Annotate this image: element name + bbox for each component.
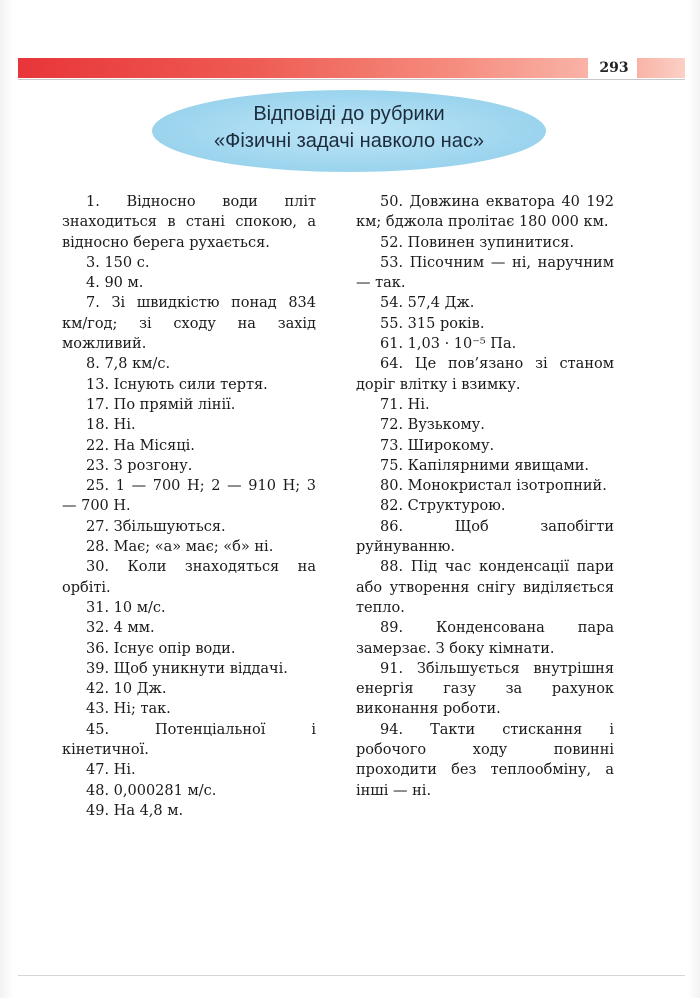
answer-item: 75. Капілярними явищами. [380, 457, 590, 474]
answer-item: 48. 0,000281 м/с. [86, 782, 217, 799]
answer-item: 22. На Місяці. [86, 437, 195, 454]
answer-item: 45. Потенціальної і кінетичної. [62, 721, 316, 759]
answer-item: 64. Це пов’язано зі станом доріг влітку і взимку. [356, 356, 614, 393]
answer-item: 39. Щоб уникнути віддачі. [86, 660, 288, 677]
answer-item: 7. Зі швидкістю понад 834 км/год; зі сходу на захід можливий. [62, 295, 316, 353]
answer-item: 25. 1 — 700 Н; 2 — 910 Н; 3 — 700 Н. [62, 478, 316, 515]
answer-item: 32. 4 мм. [86, 620, 155, 637]
answer-item: 71. Ні. [380, 396, 430, 413]
answer-item: 89. Конденсована пара замерзає. З боку кімнати. [356, 620, 614, 657]
answer-item: 47. Ні. [86, 762, 136, 779]
answer-item: 50. Довжина екватора 40 192 км; бджола пролітає 180 000 км. [356, 194, 614, 231]
answer-item: 61. 1,03 · 10⁻⁵ Па. [380, 336, 517, 353]
answer-item: 82. Структурою. [380, 498, 506, 515]
footer-rule [18, 975, 685, 976]
answer-item: 86. Щоб запобігти руйнуванню. [356, 518, 614, 556]
answer-item: 53. Пісочним — ні, наручним — так. [356, 254, 614, 292]
header-color-bar-end [637, 58, 685, 78]
answer-item: 80. Монокристал ізотропний. [380, 478, 607, 495]
answer-item: 18. Ні. [86, 417, 136, 434]
answer-item: 30. Коли знаходяться на орбіті. [62, 559, 316, 596]
page-left-edge [0, 0, 14, 998]
page-right-edge [688, 0, 700, 998]
header-rule [18, 79, 685, 80]
answer-item: 42. 10 Дж. [86, 681, 167, 698]
answer-item: 8. 7,8 км/с. [86, 356, 171, 373]
answer-item: 1. Відносно води пліт знаходиться в стані спокою, а відносно берега рухається. [62, 194, 316, 251]
section-title-line-1: Відповіді до рубрики [253, 103, 445, 125]
answer-item: 54. 57,4 Дж. [380, 295, 475, 312]
answers-right-column [356, 192, 614, 801]
answer-item: 91. Збільшується внутрішня енергія газу за рахунок виконання роботи. [356, 660, 614, 718]
answer-item: 3. 150 с. [86, 254, 150, 271]
answer-item: 28. Має; «а» має; «б» ні. [86, 539, 274, 556]
answer-item: 94. Такти стискання і робочого ходу повинні проходити без теплообміну, а інші — ні. [356, 721, 614, 799]
answer-item: 36. Існує опір води. [86, 640, 236, 657]
answer-item: 52. Повинен зупинитися. [380, 234, 575, 251]
answer-item: 72. Вузькому. [380, 417, 485, 434]
answer-item: 27. Збільшуються. [86, 518, 226, 535]
answer-item: 43. Ні; так. [86, 701, 171, 718]
answer-item: 73. Широкому. [380, 437, 495, 454]
section-title [152, 101, 546, 155]
section-title-line-2: «Фізичні задачі навколо нас» [214, 130, 484, 152]
answer-item: 13. Існують сили тертя. [86, 376, 268, 393]
answers-left-column [62, 192, 316, 821]
answer-item: 4. 90 м. [86, 275, 144, 292]
answer-item: 31. 10 м/с. [86, 599, 166, 616]
answer-item: 88. Під час конденсації пари або утворення снігу виділяється тепло. [356, 559, 614, 616]
header-color-bar [18, 58, 588, 78]
answer-item: 17. По прямій лінії. [86, 396, 236, 413]
answer-item: 49. На 4,8 м. [86, 802, 184, 819]
answer-item: 23. З розгону. [86, 457, 193, 474]
page-number: 293 [599, 60, 629, 76]
answer-item: 55. 315 років. [380, 315, 485, 332]
